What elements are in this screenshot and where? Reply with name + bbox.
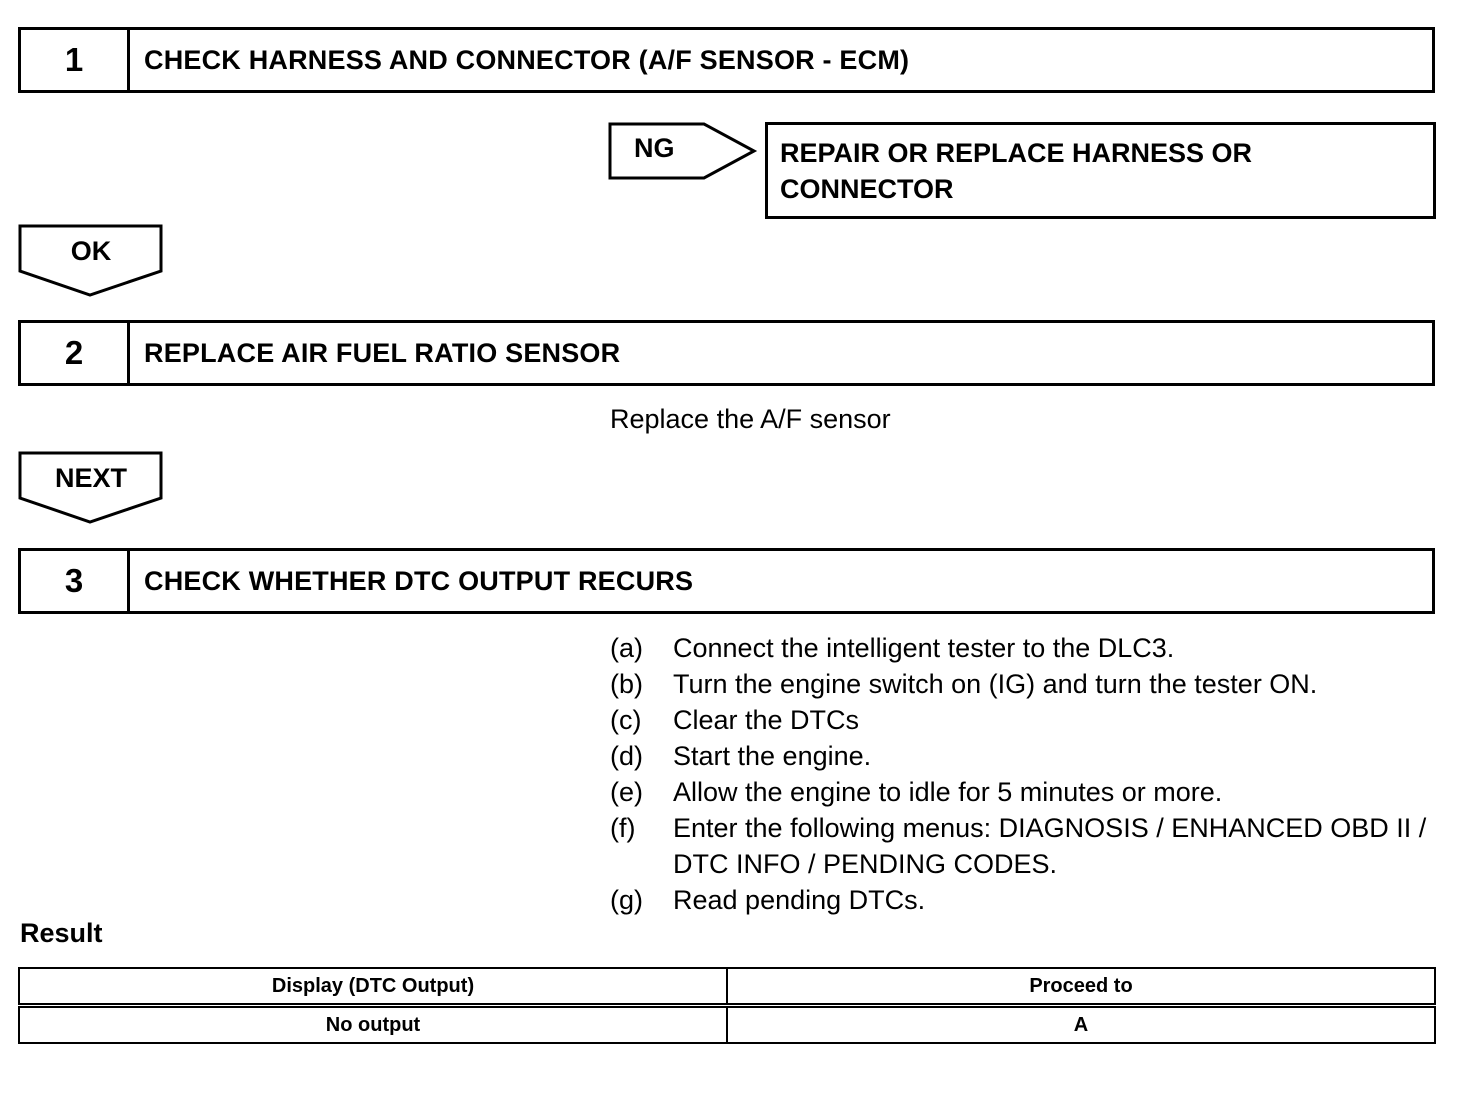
step-3-instructions — [610, 630, 1430, 918]
step-title: CHECK WHETHER DTC OUTPUT RECURS — [144, 565, 694, 596]
instruction-item — [610, 774, 1430, 810]
repair-action-box — [765, 122, 1436, 219]
instruction-item — [610, 630, 1430, 666]
instruction-text: Connect the intelligent tester to the DLC3. — [673, 633, 1175, 663]
instruction-text: Enter the following menus: DIAGNOSIS / ENHANCED OBD II / DTC INFO / PENDING CODES. — [673, 813, 1427, 879]
instruction-label: (b) — [610, 669, 643, 699]
step-title: CHECK HARNESS AND CONNECTOR (A/F SENSOR - ECM) — [144, 44, 910, 75]
step-3-header — [18, 548, 1435, 614]
ng-label: NG — [634, 133, 675, 163]
step-number: 3 — [21, 551, 130, 611]
instruction-text: Clear the DTCs — [673, 705, 860, 735]
repair-action-line: CONNECTOR — [780, 174, 954, 204]
step-2-header — [18, 320, 1435, 386]
table-cell: A — [727, 1006, 1435, 1044]
instruction-item — [610, 738, 1430, 774]
instruction-label: (d) — [610, 741, 643, 771]
column-header: Proceed to — [727, 968, 1435, 1006]
column-header: Display (DTC Output) — [19, 968, 727, 1006]
next-label: NEXT — [54, 463, 127, 493]
result-title: Result — [20, 918, 103, 948]
instruction-label: (f) — [610, 813, 636, 843]
instruction-item — [610, 810, 1430, 882]
instruction-text: Allow the engine to idle for 5 minutes or more. — [673, 777, 1223, 807]
instruction-label: (e) — [610, 777, 643, 807]
instruction-label: (a) — [610, 633, 643, 663]
step-2-instruction: Replace the A/F sensor — [610, 404, 891, 434]
instruction-item — [610, 702, 1430, 738]
ok-label: OK — [70, 236, 112, 266]
instruction-label: (g) — [610, 885, 643, 915]
instruction-label: (c) — [610, 705, 642, 735]
ng-arrow-icon — [608, 122, 758, 180]
instruction-item — [610, 882, 1430, 918]
step-number: 1 — [21, 30, 130, 90]
step-1-header — [18, 27, 1435, 93]
step-number: 2 — [21, 323, 130, 383]
step-title: REPLACE AIR FUEL RATIO SENSOR — [144, 337, 621, 368]
repair-action-line: REPAIR OR REPLACE HARNESS OR — [780, 138, 1253, 168]
result-table — [18, 967, 1436, 1044]
instruction-item — [610, 666, 1430, 702]
table-header-row — [19, 968, 1435, 1006]
table-cell: No output — [19, 1006, 727, 1044]
instruction-text: Start the engine. — [673, 741, 872, 771]
instruction-text: Read pending DTCs. — [673, 885, 926, 915]
table-row — [19, 1006, 1435, 1044]
instruction-text: Turn the engine switch on (IG) and turn the tester ON. — [673, 669, 1318, 699]
